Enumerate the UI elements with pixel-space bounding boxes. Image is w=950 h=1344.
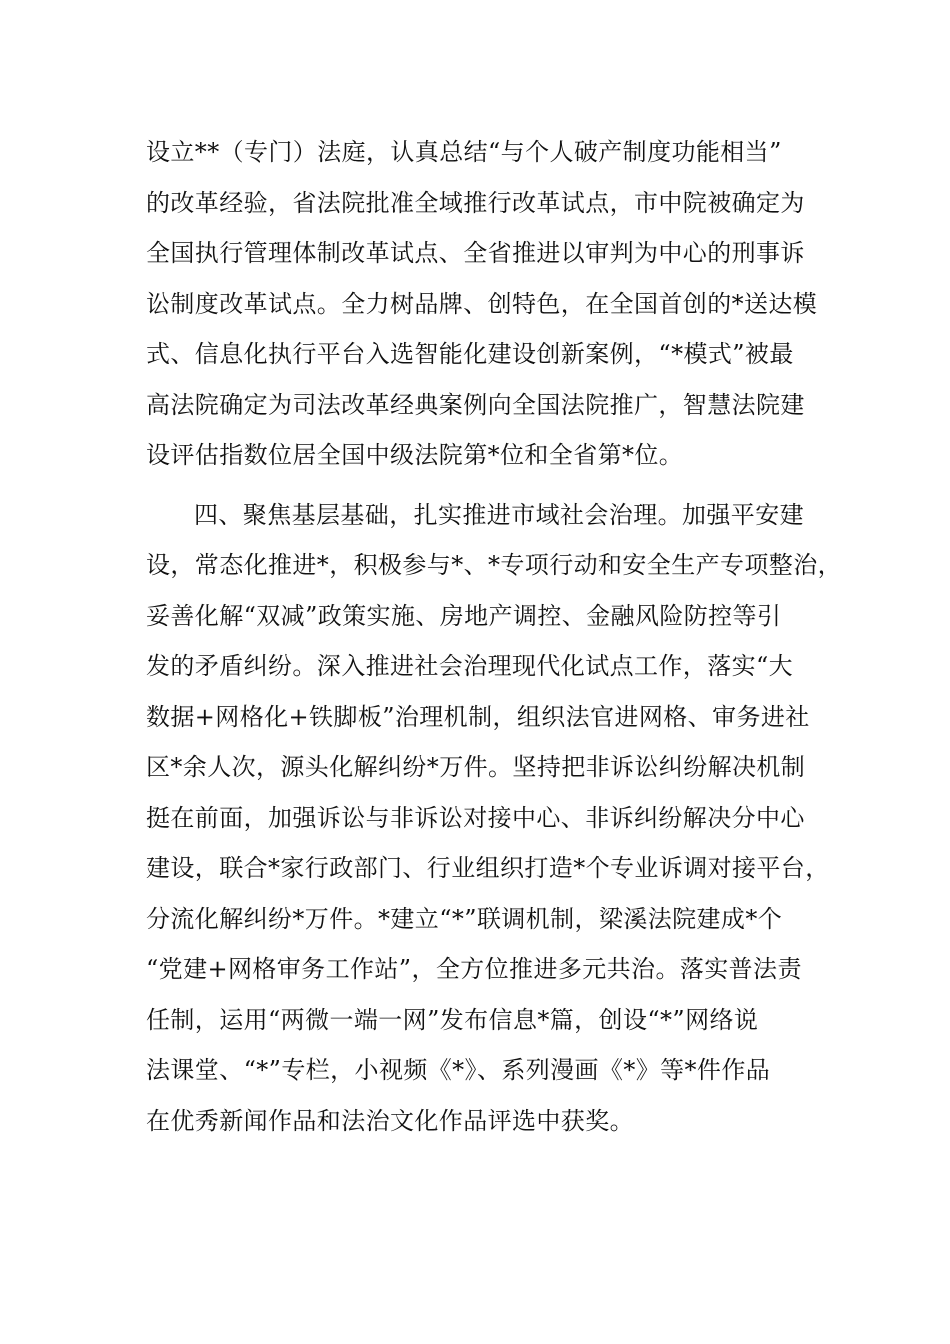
- text-line: 讼制度改革试点。全力树品牌、创特色，在全国首创的*送达模: [146, 290, 818, 318]
- text-line: 设评估指数位居全国中级法院第*位和全省第*位。: [146, 441, 684, 469]
- text-line: 在优秀新闻作品和法治文化作品评选中获奖。: [146, 1107, 634, 1135]
- text-line: 发的矛盾纠纷。深入推进社会治理现代化试点工作，落实“大: [146, 652, 794, 680]
- text-line: “党建+网格审务工作站”，全方位推进多元共治。落实普法责: [146, 955, 802, 983]
- text-line: 设立**（专门）法庭，认真总结“与个人破产制度功能相当”: [146, 138, 782, 166]
- text-line: 设，常态化推进*，积极参与*、*专项行动和安全生产专项整治，: [146, 551, 842, 579]
- text-line: 法课堂、“*”专栏，小视频《*》、系列漫画《*》等*件作品: [146, 1056, 771, 1084]
- text-line: 妥善化解“双减”政策实施、房地产调控、金融风险防控等引: [146, 602, 782, 630]
- paragraph-heading-line: 四、聚焦基层基础，扎实推进市域社会治理。加强平安建: [194, 501, 804, 529]
- text-line: 挺在前面，加强诉讼与非诉讼对接中心、非诉纠纷解决分中心: [146, 804, 805, 832]
- text-line: 数据+网格化+铁脚板”治理机制，组织法官进网格、审务进社: [146, 703, 810, 731]
- text-line: 区*余人次，源头化解纠纷*万件。坚持把非诉讼纠纷解决机制: [146, 753, 806, 781]
- text-line: 分流化解纠纷*万件。*建立“*”联调机制，梁溪法院建成*个: [146, 905, 783, 933]
- text-line: 的改革经验，省法院批准全域推行改革试点，市中院被确定为: [146, 189, 805, 217]
- text-line: 建设，联合*家行政部门、行业组织打造*个专业诉调对接平台，: [146, 854, 830, 882]
- text-line: 式、信息化执行平台入选智能化建设创新案例，“*模式”被最: [146, 340, 794, 368]
- text-line: 任制，运用“两微一端一网”发布信息*篇，创设“*”网络说: [146, 1006, 759, 1034]
- text-line: 高法院确定为司法改革经典案例向全国法院推广，智慧法院建: [146, 391, 805, 419]
- text-line: 全国执行管理体制改革试点、全省推进以审判为中心的刑事诉: [146, 239, 805, 267]
